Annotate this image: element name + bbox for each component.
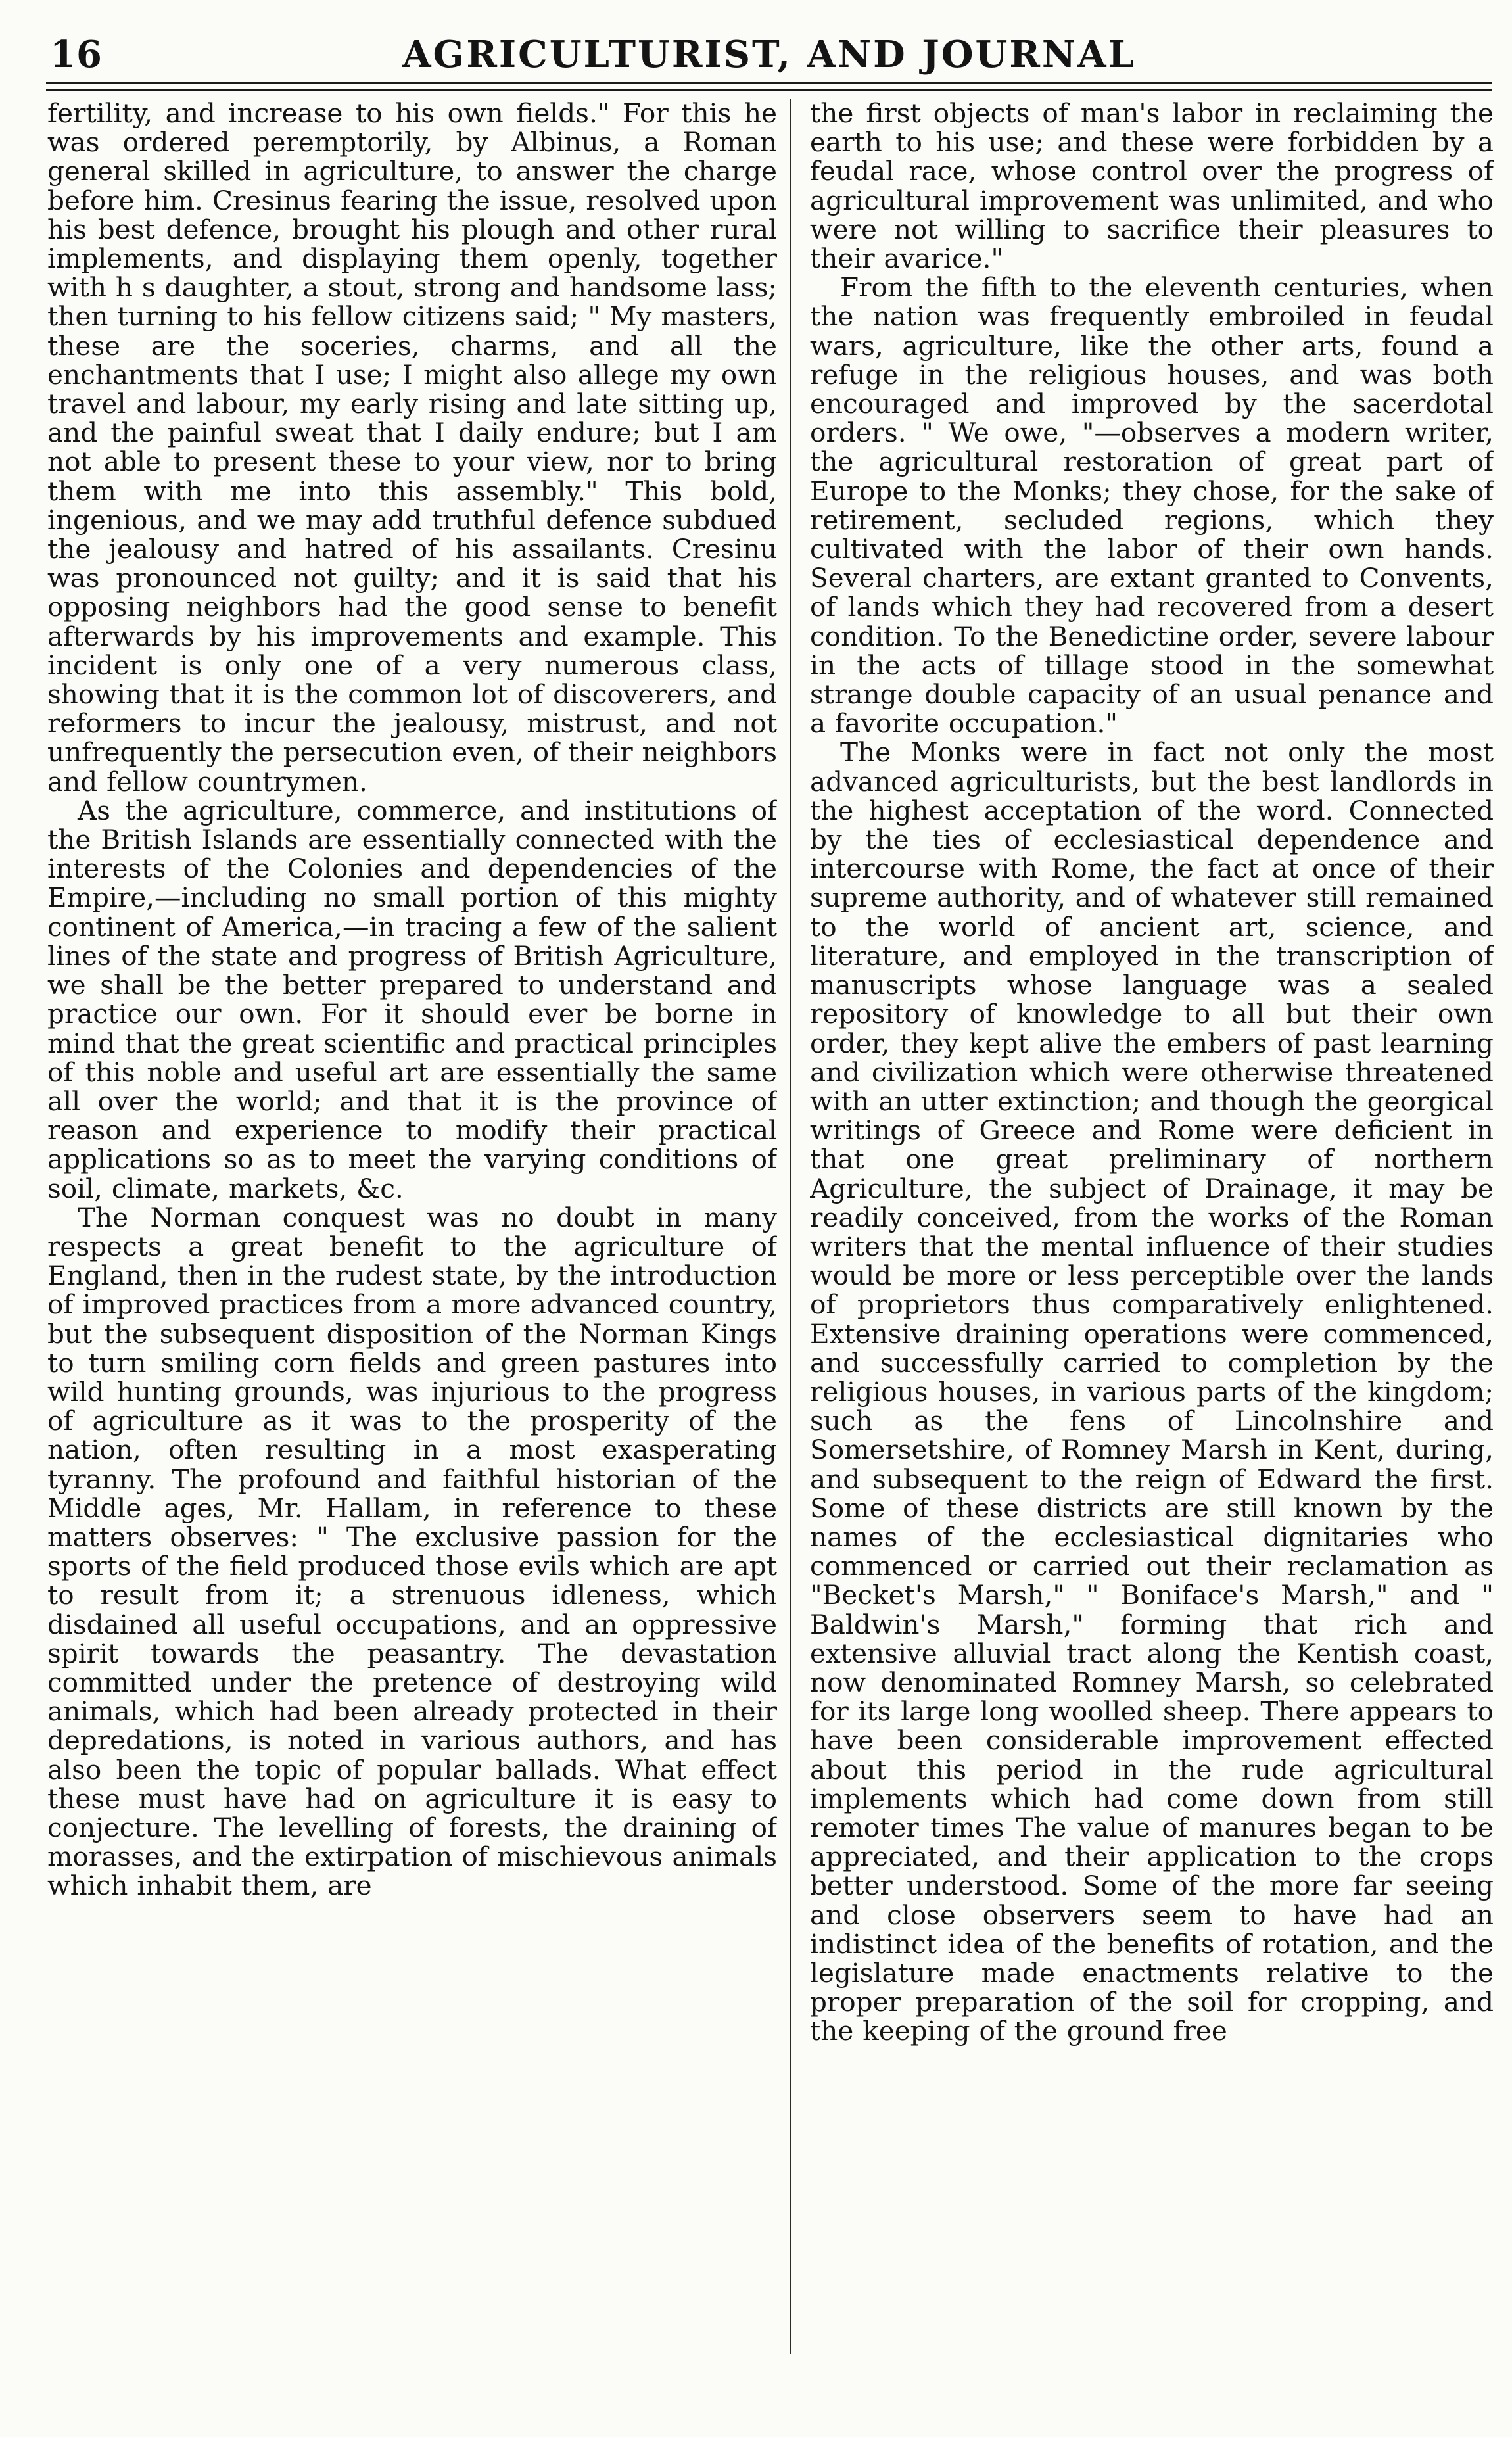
header-rule-thin — [46, 89, 1492, 91]
paragraph: From the fifth to the eleventh centuries, when the nation was frequently embroiled in feudal wars, agriculture, like the other arts, found a refuge in the religious houses, and was both encouraged and improved by the sacerdotal orders. " We owe, "—observes a modern writer, the agricultural restoration of great part of Europe to the Monks; they chose, for the sake of retirement, secluded regions, which they cultivated with the labor of their own hands. Several charters, are extant granted to Convents, of lands which they had recovered from a desert condition. To the Benedictine order, severe labour in the acts of tillage stood in the somewhat strange double capacity of an usual penance and a favorite occupation." — [810, 272, 1494, 740]
paragraph: The Monks were in fact not only the most advanced agriculturists, but the best landlords in the highest acceptation of the word. Connected by the ties of ecclesiastical dependence and intercourse with Rome, the fact at once of their supreme authority, and of whatever still remained to the world of ancient art, science, and literature, and employed in the transcription of manuscripts whose language was a sealed repository of knowledge to all but their own order, they kept alive the embers of past learning and civilization which were otherwise threatened with an utter extinction; and though the georgical writings of Greece and Rome were deficient in that one great preliminary of northern Agriculture, the subject of Drainage, it may be readily conceived, from the works of the Roman writers that the mental influence of their studies would be more or less perceptible over the lands of proprietors thus comparatively enlightened. Extensive draining operations were commenced, and successfully carried to completion by the religious houses, in various parts of the kingdom; such as the fens of Lincolnshire and Somersetshire, of Romney Marsh in Kent, during, and subsequent to the reign of Edward the first. Some of these districts are still known by the names of the ecclesiastical dignitaries who commenced or carried out their reclamation as "Becket's Marsh," " Boniface's Marsh," and " Baldwin's Marsh," forming that rich and extensive alluvial tract along the Kentish coast, now denominated Romney Marsh, so celebrated for its large long woolled sheep. There appears to have been considerable improvement effected about this period in the rude agricultural implements which had come down from still remoter times The value of manures began to be appreciated, and their application to the crops better understood. Some of the more far seeing and close observers seem to have had an indistinct idea of the benefits of rotation, and the legislature made enactments relative to the proper preparation of the soil for cropping, and the keeping of the ground free — [810, 736, 1494, 2047]
paragraph: The Norman conquest was no doubt in many respects a great benefit to the agriculture of England, then in the rudest state, by the introduction of improved practices from a more advanced country, but the subsequent disposition of the Norman Kings to turn smiling corn fields and green pastures into wild hunting grounds, was injurious to the progress of agriculture as it was to the prosperity of the nation, often resulting in a most exasperating tyranny. The profound and faithful historian of the Middle ages, Mr. Hallam, in reference to these matters observes: " The exclusive passion for the sports of the field produced those evils which are apt to result from it; a strenuous idleness, which disdained all useful occupations, and an oppressive spirit towards the peasantry. The devastation committed under the pretence of destroying wild animals, which had been already protected in their depredations, is noted in various authors, and has also been the topic of popular ballads. What effect these must have had on agriculture it is easy to conjecture. The levelling of forests, the draining of morasses, and the extirpation of mischievous animals which inhabit them, are — [47, 1201, 777, 1902]
page-number: 16 — [50, 33, 103, 76]
right-column — [810, 99, 1494, 2360]
paragraph: As the agriculture, commerce, and institutions of the British Islands are essentially connected with the interests of the Colonies and dependencies of the Empire,—including no small portion of this mighty continent of America,—in tracing a few of the salient lines of the state and progress of British Agriculture, we shall be the better prepared to understand and practice our own. For it should ever be borne in mind that the great scientific and practical principles of this noble and useful art are essentially the same all over the world; and that it is the province of reason and experience to modify their practical applications so as to meet the varying conditions of soil, climate, markets, &c. — [47, 794, 777, 1204]
left-column — [47, 99, 777, 2360]
header-rule-thick — [46, 82, 1492, 84]
paragraph: fertility, and increase to his own fields." For this he was ordered peremptorily, by Albinus, a Roman general skilled in agriculture, to answer the charge before him. Cresinus fearing the issue, resolved upon his best defence, brought his plough and other rural implements, and displaying them openly, together with h s daughter, a stout, strong and handsome lass; then turning to his fellow citizens said; " My masters, these are the soceries, charms, and all the enchantments that I use; I might also allege my own travel and labour, my early rising and late sitting up, and the painful sweat that I daily endure; but I am not able to present these to your view, nor to bring them with me into this assembly." This bold, ingenious, and we may add truthful defence subdued the jealousy and hatred of his assailants. Cresinu was pronounced not guilty; and it is said that his opposing neighbors had the good sense to benefit afterwards by his improvements and example. This incident is only one of a very numerous class, showing that it is the common lot of discoverers, and reformers to incur the jealousy, mistrust, and not unfrequently the persecution even, of their neighbors and fellow countrymen. — [47, 99, 777, 797]
journal-title: AGRICULTURIST, AND JOURNAL — [402, 33, 1136, 76]
column-divider — [790, 99, 791, 2354]
paragraph: the first objects of man's labor in reclaiming the earth to his use; and these were forbidden by a feudal race, whose control over the progress of agricultural improvement was unlimited, and who were not willing to sacrifice their pleasures to their avarice." — [810, 99, 1494, 275]
page-header — [46, 29, 1492, 82]
